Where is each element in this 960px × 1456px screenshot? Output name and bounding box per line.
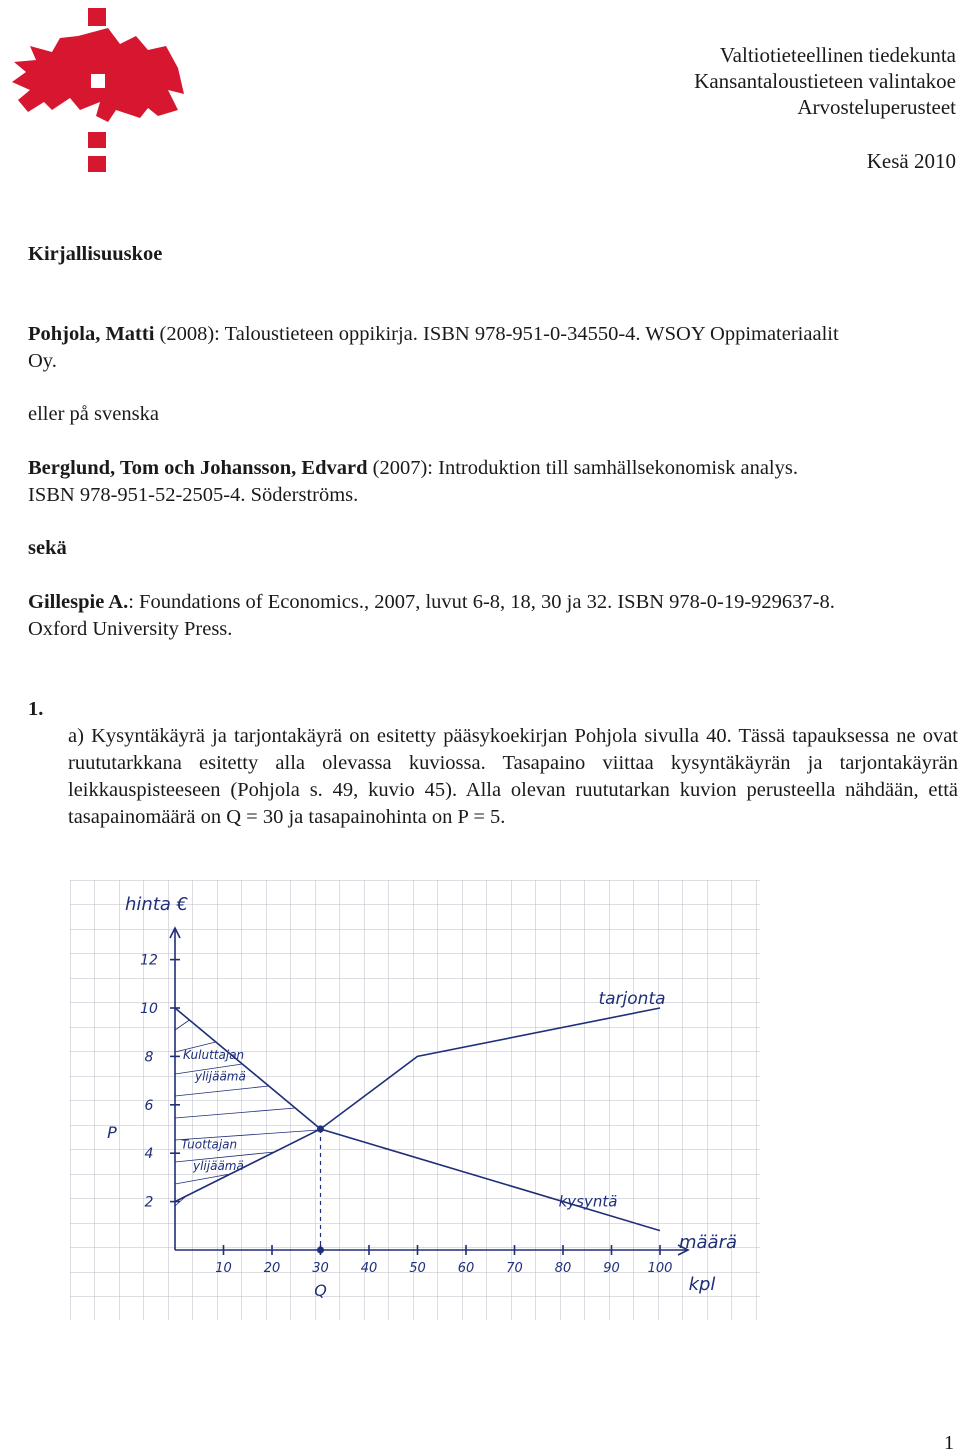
book-pohjola-cont: Oy. (28, 350, 57, 372)
equilibrium-point (317, 1126, 324, 1133)
page-number: 1 (944, 1432, 954, 1454)
exam-title: Kansantaloustieteen valintakoe (694, 69, 956, 93)
x-tick-label: 20 (263, 1261, 281, 1276)
x-tick-label: 30 (312, 1261, 329, 1276)
x-axis-unit: kpl (688, 1274, 716, 1295)
or-swedish: eller på svenska (28, 403, 159, 425)
x-tick-label: 80 (554, 1261, 572, 1276)
university-flame-logo (8, 6, 186, 174)
supply-label: tarjonta (598, 989, 666, 1009)
consumer-surplus-label: Kuluttajan (183, 1047, 245, 1062)
x-tick-label: 60 (457, 1261, 475, 1276)
x-tick-label: 50 (409, 1261, 426, 1276)
book-gillespie-details: : Foundations of Economics., 2007, luvut 6-8, 18, 30 ja 32. ISBN 978-0-19-929637-8. (128, 591, 835, 613)
supply-demand-figure (70, 880, 760, 1320)
exam-date: Kesä 2010 (866, 149, 956, 173)
book-berglund-author: Berglund, Tom och Johansson, Edvard (28, 457, 368, 479)
graph-paper (70, 880, 760, 1320)
book-gillespie-author: Gillespie A. (28, 591, 129, 613)
x-tick-label: 90 (603, 1261, 620, 1276)
y-tick-label: 12 (140, 952, 158, 969)
x-tick-label: 100 (647, 1261, 673, 1276)
x-tick-label: 40 (360, 1261, 378, 1276)
logo-cross-square (91, 74, 105, 88)
x-axis-title: määrä (678, 1232, 738, 1253)
y-tick-label: 10 (140, 1001, 158, 1017)
x-axis-letter: Q (314, 1281, 327, 1300)
book-pohjola-author: Pohjola, Matti (28, 323, 155, 345)
y-axis-letter: P (107, 1123, 117, 1142)
question-text: a) Kysyntäkäyrä ja tarjontakäyrä on esitetty pääsykoekirjan Pohjola sivulla 40. Tässä tapauksessa ne ovat ruututarkkana esitetty alla olevassa kuviossa. Tasapaino viittaa kysyntäkäyrän ja tarjontakäyrän leikkauspisteeseen (Pohjola s. 49, kuvio 45). Alla olevan ruututarkan kuvion perusteella nähdään, että tasapainomäärä on Q = 30 ja tasapainohinta on P = 5. (68, 725, 958, 828)
criteria-title: Arvosteluperusteet (797, 95, 956, 119)
book-pohjola-details: (2008): Taloustieteen oppikirja. ISBN 978-951-0-34550-4. WSOY Oppimateriaalit (154, 323, 839, 345)
demand-label: kysyntä (558, 1192, 618, 1211)
producer-surplus-label-2: ylijäämä (193, 1159, 244, 1174)
y-tick-label: 8 (144, 1049, 154, 1066)
logo-flame-icon (12, 8, 184, 172)
x-tick-label: 10 (215, 1261, 232, 1276)
y-tick-label: 2 (144, 1194, 154, 1211)
y-tick-label: 6 (144, 1097, 154, 1114)
equilibrium-q-point (317, 1247, 324, 1254)
and-label: sekä (28, 537, 67, 559)
y-axis-title: hinta € (125, 894, 189, 915)
book-pohjola (28, 321, 839, 348)
consumer-surplus-label-2: ylijäämä (195, 1069, 246, 1084)
y-tick-label: 4 (144, 1146, 154, 1163)
book-gillespie (28, 589, 835, 616)
x-tick-label: 70 (506, 1261, 523, 1276)
book-berglund-cont: ISBN 978-951-52-2505-4. Söderströms. (28, 484, 359, 506)
faculty-name: Valtiotieteellinen tiedekunta (719, 43, 956, 67)
section-title: Kirjallisuuskoe (28, 243, 163, 265)
book-gillespie-cont: Oxford University Press. (28, 618, 233, 640)
book-berglund (28, 455, 798, 482)
book-berglund-details: (2007): Introduktion till samhällsekonomisk analys. (367, 457, 798, 479)
question-number: 1. (28, 698, 44, 720)
producer-surplus-label: Tuottajan (181, 1137, 238, 1152)
